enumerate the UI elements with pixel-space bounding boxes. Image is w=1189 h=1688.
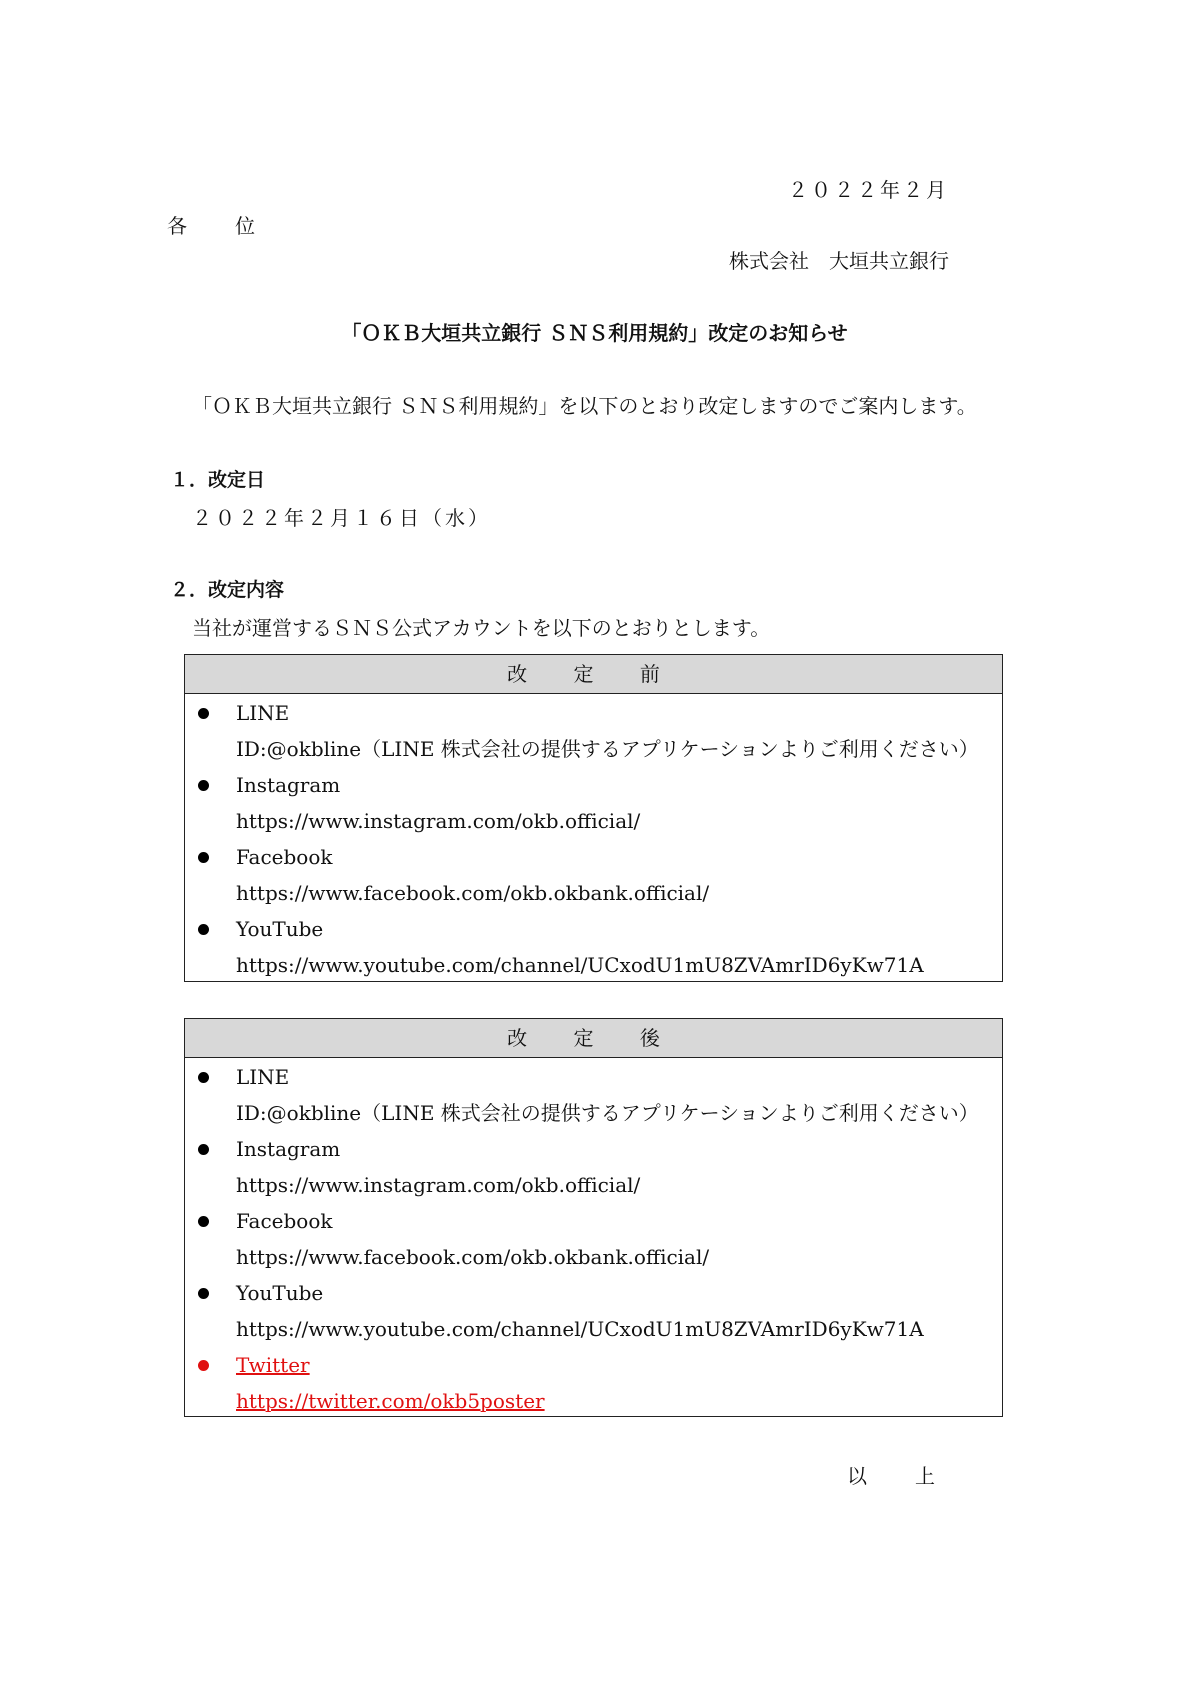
closing-mark: 以 上 (847, 1464, 949, 1488)
bullet-icon (198, 924, 209, 935)
account-url[interactable]: https://www.facebook.com/okb.okbank.official/ (236, 1245, 710, 1269)
after-list (185, 1058, 1002, 1419)
bullet-icon (198, 780, 209, 791)
section2-heading: ２．改定内容 (170, 579, 285, 601)
bullet-icon (198, 708, 209, 719)
list-item (185, 1203, 1002, 1275)
section1-heading: １．改定日 (170, 469, 266, 491)
account-name: YouTube (236, 917, 324, 941)
account-name: LINE (236, 701, 290, 725)
document-date: ２０２２年２月 (788, 178, 949, 202)
section2-body: 当社が運営するＳＮＳ公式アカウントを以下のとおりとします。 (192, 616, 771, 640)
list-item (185, 911, 1002, 983)
section1-body: ２０２２年２月１６日（水） (192, 506, 491, 530)
account-url[interactable]: https://www.youtube.com/channel/UCxodU1mU8ZVAmrID6yKw71A (236, 1317, 924, 1341)
bullet-icon (198, 1072, 209, 1083)
account-name: Instagram (236, 1137, 341, 1161)
before-table (184, 654, 1003, 982)
list-item (185, 767, 1002, 839)
bullet-icon (198, 852, 209, 863)
list-item-added (185, 1347, 1002, 1419)
bullet-icon (198, 1216, 209, 1227)
document-title: 「ＯＫＢ大垣共立銀行 ＳＮＳ利用規約」改定のお知らせ (341, 321, 848, 345)
account-name: LINE (236, 1065, 290, 1089)
account-url[interactable]: https://www.instagram.com/okb.official/ (236, 809, 641, 833)
account-url[interactable]: https://twitter.com/okb5poster (236, 1389, 545, 1413)
account-name: YouTube (236, 1281, 324, 1305)
after-table-header: 改 定 後 (185, 1019, 1002, 1058)
account-detail: ID:@okbline（LINE 株式会社の提供するアプリケーションよりご利用ください） (236, 1101, 979, 1125)
intro-text: 「ＯＫＢ大垣共立銀行 ＳＮＳ利用規約」を以下のとおり改定しますのでご案内します。 (192, 394, 977, 418)
account-detail: ID:@okbline（LINE 株式会社の提供するアプリケーションよりご利用ください） (236, 737, 979, 761)
sender-name: 株式会社 大垣共立銀行 (729, 249, 949, 273)
list-item (185, 1059, 1002, 1131)
account-url[interactable]: https://www.facebook.com/okb.okbank.official/ (236, 881, 710, 905)
after-table (184, 1018, 1003, 1417)
account-url[interactable]: https://www.youtube.com/channel/UCxodU1mU8ZVAmrID6yKw71A (236, 953, 924, 977)
list-item (185, 1275, 1002, 1347)
list-item (185, 695, 1002, 767)
account-name: Twitter (236, 1353, 310, 1377)
bullet-icon (198, 1288, 209, 1299)
account-name: Facebook (236, 1209, 333, 1233)
account-name: Instagram (236, 773, 341, 797)
bullet-icon (198, 1144, 209, 1155)
account-url[interactable]: https://www.instagram.com/okb.official/ (236, 1173, 641, 1197)
list-item (185, 839, 1002, 911)
account-name: Facebook (236, 845, 333, 869)
bullet-icon (198, 1360, 209, 1371)
addressee: 各 位 (167, 214, 269, 238)
list-item (185, 1131, 1002, 1203)
before-list (185, 694, 1002, 983)
before-table-header: 改 定 前 (185, 655, 1002, 694)
